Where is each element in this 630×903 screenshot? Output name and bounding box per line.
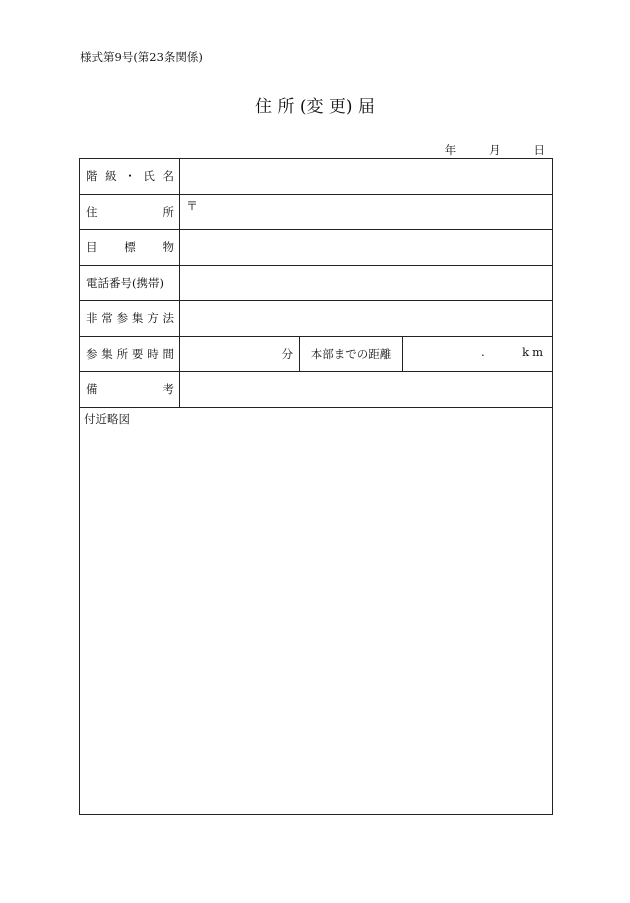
row-assembly-time xyxy=(80,336,553,372)
map-label: 付近略図 xyxy=(84,411,130,426)
input-landmark[interactable] xyxy=(180,230,553,266)
label-emergency xyxy=(80,301,180,337)
label-address xyxy=(80,194,180,230)
landmark-chars xyxy=(86,239,174,255)
label-char: 非 xyxy=(86,311,98,326)
row-address xyxy=(80,194,553,230)
label-char: 級 xyxy=(105,169,117,184)
label-landmark xyxy=(80,230,180,266)
row-landmark xyxy=(80,230,553,266)
row-remarks xyxy=(80,372,553,408)
notification-form-table xyxy=(79,158,553,815)
row-map xyxy=(80,407,553,814)
form-number: 様式第9号(第23条関係) xyxy=(80,50,203,64)
label-char: 考 xyxy=(162,382,174,397)
label-char: 名 xyxy=(162,169,174,184)
assembly-time-chars xyxy=(86,346,174,362)
day-label: 日 xyxy=(533,143,545,157)
input-distance[interactable] xyxy=(403,336,553,372)
input-remarks[interactable] xyxy=(180,372,553,408)
label-char: 住 xyxy=(86,204,98,219)
postal-mark: 〒 xyxy=(186,198,199,213)
label-char: 標 xyxy=(124,240,136,255)
input-phone[interactable] xyxy=(180,265,553,301)
input-address[interactable] xyxy=(180,194,553,230)
label-phone: 電話番号(携帯) xyxy=(80,265,180,301)
map-area[interactable] xyxy=(80,407,553,814)
label-char: 間 xyxy=(162,346,174,361)
label-char: 時 xyxy=(147,346,159,361)
label-char: 方 xyxy=(147,311,159,326)
label-char: 集 xyxy=(101,346,113,361)
label-rank-name xyxy=(80,159,180,195)
year-label: 年 xyxy=(444,143,457,157)
minutes-unit: 分 xyxy=(281,346,293,361)
input-assembly-minutes[interactable] xyxy=(180,336,300,372)
page-title: 住 所 (変 更) 届 xyxy=(255,97,375,117)
label-char: 要 xyxy=(131,346,144,361)
date-line xyxy=(445,142,545,158)
label-char: 所 xyxy=(162,204,174,219)
month-label: 月 xyxy=(489,143,501,157)
label-distance: 本部までの距離 xyxy=(300,336,403,372)
input-emergency[interactable] xyxy=(180,301,553,337)
row-phone xyxy=(80,265,553,301)
rank-name-chars xyxy=(86,168,174,184)
address-chars xyxy=(86,204,174,220)
label-char: 集 xyxy=(131,311,144,326)
label-char: 備 xyxy=(86,382,98,397)
row-emergency xyxy=(80,301,553,337)
label-char: 参 xyxy=(86,346,98,361)
label-char: 階 xyxy=(86,169,98,184)
label-char: 参 xyxy=(116,311,129,326)
distance-unit: km xyxy=(522,344,547,359)
label-char: ・ xyxy=(124,169,136,184)
label-char: 常 xyxy=(101,311,113,326)
label-char: 物 xyxy=(162,240,174,255)
row-rank-name xyxy=(80,159,553,195)
label-char: 氏 xyxy=(143,169,155,184)
label-remarks xyxy=(80,372,180,408)
input-rank-name[interactable] xyxy=(180,159,553,195)
remarks-chars xyxy=(86,381,174,397)
label-assembly-time xyxy=(80,336,180,372)
emergency-chars xyxy=(86,310,174,326)
label-char: 目 xyxy=(86,240,98,255)
label-char: 所 xyxy=(116,346,129,361)
label-char: 法 xyxy=(162,311,174,326)
decimal-point: . xyxy=(481,344,485,359)
